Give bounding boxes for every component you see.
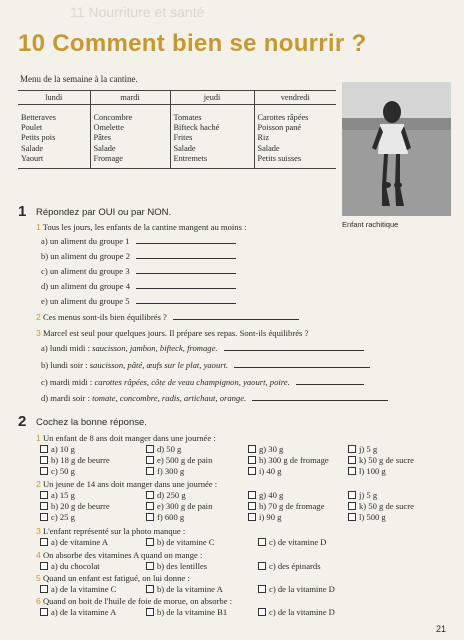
checkbox[interactable]: [146, 562, 154, 570]
s1-q1-item-b: [41, 251, 236, 261]
s1-q1-item-e: [41, 296, 236, 306]
option-label: f) 600 g: [157, 512, 185, 522]
option-label: c) de la vitamine D: [269, 607, 335, 617]
s2-question-2: [36, 479, 217, 489]
checkbox[interactable]: [348, 456, 356, 464]
checkbox[interactable]: [258, 562, 266, 570]
checkbox[interactable]: [258, 585, 266, 593]
checkbox[interactable]: [248, 467, 256, 475]
option-label: a) de la vitamine C: [51, 584, 117, 594]
s2-q2-opt-l[interactable]: [348, 512, 386, 522]
s2-q1-opt-a[interactable]: [40, 444, 75, 454]
s2-q3-opt-c[interactable]: [258, 537, 327, 547]
checkbox[interactable]: [248, 491, 256, 499]
checkbox[interactable]: [40, 538, 48, 546]
checkbox[interactable]: [348, 513, 356, 521]
item-detail: saucisson, jambon, bifteck, fromage.: [92, 343, 218, 353]
item-detail: saucisson, pâté, œufs sur le plat, yaourt.: [89, 360, 229, 370]
option-label: h) 300 g de fromage: [259, 455, 329, 465]
option-label: i) 40 g: [259, 466, 282, 476]
s2-q1-opt-b[interactable]: [40, 455, 110, 465]
checkbox[interactable]: [40, 585, 48, 593]
checkbox[interactable]: [248, 513, 256, 521]
checkbox[interactable]: [40, 513, 48, 521]
menu-cell-jeudi: Tomates Bifteck haché Frites Salade Entremets: [170, 105, 254, 169]
option-label: b) des lentilles: [157, 561, 208, 571]
s2-q1-opt-g[interactable]: [248, 444, 283, 454]
s2-question-1: [36, 433, 216, 443]
option-label: l) 100 g: [359, 466, 386, 476]
s2-q1-opt-k[interactable]: [348, 455, 414, 465]
checkbox[interactable]: [40, 608, 48, 616]
option-label: g) 40 g: [259, 490, 284, 500]
s2-q2-opt-e[interactable]: [146, 501, 212, 511]
checkbox[interactable]: [146, 608, 154, 616]
checkbox[interactable]: [40, 562, 48, 570]
menu-col-vendredi: vendredi: [254, 91, 336, 105]
checkbox[interactable]: [146, 513, 154, 521]
menu-col-mardi: mardi: [90, 91, 170, 105]
s2-q2-opt-h[interactable]: [248, 501, 324, 511]
option-label: k) 50 g de sucre: [359, 455, 414, 465]
answer-line[interactable]: [224, 350, 364, 351]
option-label: a) de la vitamine A: [51, 607, 117, 617]
menu-col-lundi: lundi: [18, 91, 90, 105]
s2-q2-opt-b[interactable]: [40, 501, 110, 511]
menu-caption: Menu de la semaine à la cantine.: [20, 74, 138, 84]
checkbox[interactable]: [146, 491, 154, 499]
page-number: 21: [435, 624, 446, 634]
s2-q3-opt-b[interactable]: [146, 537, 215, 547]
bleed-through-text: 11 Nourriture et santé: [70, 4, 205, 20]
s2-q5-opt-c[interactable]: [258, 584, 335, 594]
s1-q3-item-b: [41, 360, 370, 370]
s1-q3-text: Marcel est seul pour quelques jours. Il prépare ses repas. Sont-ils équilibrés ?: [42, 328, 309, 338]
s2-q2-opt-i[interactable]: [248, 512, 281, 522]
checkbox[interactable]: [348, 491, 356, 499]
answer-line[interactable]: [234, 367, 370, 368]
checkbox[interactable]: [40, 491, 48, 499]
menu-cell-lundi: Betteraves Poulet Petits pois Salade Yaourt: [18, 105, 90, 169]
answer-line[interactable]: [136, 288, 236, 289]
item-detail: carottes râpées, côte de veau champignon, yaourt, poire.: [94, 377, 290, 387]
option-label: e) 300 g de pain: [157, 501, 213, 511]
answer-line[interactable]: [136, 258, 236, 259]
child-photo-icon: [342, 82, 451, 216]
menu-table: [18, 90, 336, 169]
menu-body-row: [18, 105, 336, 169]
menu-cell-vendredi: Carottes râpées Poisson pané Riz Salade Petits suisses: [254, 105, 336, 169]
s2-q2-text: Un jeune de 14 ans doit manger dans une journée :: [42, 479, 218, 489]
s2-q2-opt-j[interactable]: [348, 490, 377, 500]
option-label: g) 30 g: [259, 444, 284, 454]
s2-q6-opt-a[interactable]: [40, 607, 116, 617]
s1-q1-item-a: [41, 236, 236, 246]
option-label: a) 10 g: [51, 444, 75, 454]
s2-q2-opt-f[interactable]: [146, 512, 184, 522]
s2-q5-text: Quand un enfant est fatigué, on lui donne :: [42, 573, 190, 583]
answer-line[interactable]: [136, 243, 236, 244]
option-label: d) 50 g: [157, 444, 182, 454]
checkbox[interactable]: [40, 502, 48, 510]
item-label: c) mardi midi :: [41, 377, 95, 387]
item-detail: tomate, concombre, radis, artichaut, orange.: [92, 393, 247, 403]
s1-question-2: [36, 312, 299, 322]
s2-q2-opt-k[interactable]: [348, 501, 414, 511]
option-label: i) 90 g: [259, 512, 282, 522]
checkbox[interactable]: [40, 445, 48, 453]
option-label: a) 15 g: [51, 490, 75, 500]
s2-question-6: [36, 596, 232, 606]
s2-q2-opt-a[interactable]: [40, 490, 75, 500]
option-label: j) 5 g: [359, 490, 378, 500]
option-label: c) des épinards: [269, 561, 321, 571]
s2-q1-opt-i[interactable]: [248, 466, 281, 476]
option-label: j) 5 g: [359, 444, 378, 454]
s2-q4-opt-c[interactable]: [258, 561, 321, 571]
option-label: b) de la vitamine A: [157, 584, 223, 594]
s1-question-1: [36, 222, 246, 232]
option-label: c) 50 g: [51, 466, 75, 476]
option-label: c) de la vitamine D: [269, 584, 335, 594]
s2-q1-opt-j[interactable]: [348, 444, 377, 454]
menu-header-row: [18, 91, 336, 105]
answer-line[interactable]: [252, 400, 388, 401]
option-label: h) 70 g de fromage: [259, 501, 325, 511]
s2-q1-opt-c[interactable]: [40, 466, 75, 476]
section1-title: Répondez par OUI ou par NON.: [36, 207, 172, 218]
s2-q5-number: 5: [36, 573, 41, 583]
s2-q1-text: Un enfant de 8 ans doit manger dans une journée :: [42, 433, 216, 443]
s2-q4-opt-b[interactable]: [146, 561, 207, 571]
s2-q5-opt-a[interactable]: [40, 584, 116, 594]
s2-q3-opt-a[interactable]: [40, 537, 108, 547]
checkbox[interactable]: [348, 467, 356, 475]
item-label: b) un aliment du groupe 2: [41, 251, 131, 261]
photo-caption: Enfant rachitique: [342, 220, 399, 229]
section2-number: 2: [18, 413, 27, 430]
checkbox[interactable]: [40, 456, 48, 464]
s2-q3-text: L'enfant représenté sur la photo manque :: [42, 526, 186, 536]
s1-q1-item-d: [41, 281, 236, 291]
page-title: 10 Comment bien se nourrir ?: [18, 30, 367, 57]
answer-line[interactable]: [173, 319, 299, 320]
answer-line[interactable]: [136, 303, 236, 304]
s1-q3-number: 3: [36, 328, 41, 338]
menu-cell-mardi: Concombre Omelette Pâtes Salade Fromage: [90, 105, 170, 169]
item-label: d) mardi soir :: [41, 393, 93, 403]
s2-q2-opt-c[interactable]: [40, 512, 75, 522]
checkbox[interactable]: [348, 502, 356, 510]
s2-q1-opt-e[interactable]: [146, 455, 212, 465]
s2-q1-opt-d[interactable]: [146, 444, 181, 454]
checkbox[interactable]: [248, 502, 256, 510]
checkbox[interactable]: [146, 445, 154, 453]
s1-q3-item-c: [41, 377, 364, 387]
option-label: b) de la vitamine B1: [157, 607, 228, 617]
option-label: b) de vitamine C: [157, 537, 215, 547]
checkbox[interactable]: [146, 502, 154, 510]
s1-q2-number: 2: [36, 312, 41, 322]
answer-line[interactable]: [136, 273, 236, 274]
checkbox[interactable]: [258, 608, 266, 616]
item-label: c) un aliment du groupe 3: [41, 266, 130, 276]
checkbox[interactable]: [146, 585, 154, 593]
item-label: b) lundi soir :: [41, 360, 90, 370]
option-label: c) de vitamine D: [269, 537, 327, 547]
option-label: k) 50 g de sucre: [359, 501, 414, 511]
s2-q4-number: 4: [36, 550, 41, 560]
checkbox[interactable]: [40, 467, 48, 475]
s2-q1-opt-h[interactable]: [248, 455, 329, 465]
s2-q1-opt-f[interactable]: [146, 466, 184, 476]
s2-question-3: [36, 526, 185, 536]
s2-q3-number: 3: [36, 526, 41, 536]
s1-q1-number: 1: [36, 222, 41, 232]
checkbox[interactable]: [146, 456, 154, 464]
checkbox[interactable]: [248, 445, 256, 453]
s2-q2-opt-d[interactable]: [146, 490, 186, 500]
s2-q1-opt-l[interactable]: [348, 466, 386, 476]
s1-q3-item-d: [41, 393, 388, 403]
option-label: a) de vitamine A: [51, 537, 109, 547]
option-label: b) 20 g de beurre: [51, 501, 110, 511]
child-photo: [342, 82, 451, 216]
s2-q6-opt-c[interactable]: [258, 607, 335, 617]
option-label: b) 18 g de beurre: [51, 455, 110, 465]
checkbox[interactable]: [146, 467, 154, 475]
option-label: a) du chocolat: [51, 561, 100, 571]
option-label: d) 250 g: [157, 490, 186, 500]
item-label: d) un aliment du groupe 4: [41, 281, 131, 291]
s2-q4-opt-a[interactable]: [40, 561, 100, 571]
s1-q3-item-a: [41, 343, 364, 353]
s2-q6-number: 6: [36, 596, 41, 606]
s2-q1-number: 1: [36, 433, 41, 443]
option-label: c) 25 g: [51, 512, 75, 522]
s2-q6-text: Quand on boit de l'huile de foie de morue, on absorbe :: [42, 596, 233, 606]
checkbox[interactable]: [348, 445, 356, 453]
s1-q2-text: Ces menus sont-ils bien équilibrés ?: [42, 312, 167, 322]
s1-q1-item-c: [41, 266, 236, 276]
checkbox[interactable]: [146, 538, 154, 546]
s2-q5-opt-b[interactable]: [146, 584, 223, 594]
item-label: a) un aliment du groupe 1: [41, 236, 130, 246]
section2-title: Cochez la bonne réponse.: [36, 417, 147, 428]
s2-q4-text: On absorbe des vitamines A quand on mange :: [42, 550, 203, 560]
checkbox[interactable]: [258, 538, 266, 546]
section1-number: 1: [18, 203, 27, 220]
answer-line[interactable]: [296, 384, 364, 385]
option-label: l) 500 g: [359, 512, 386, 522]
checkbox[interactable]: [248, 456, 256, 464]
s2-q2-number: 2: [36, 479, 41, 489]
s1-q1-text: Tous les jours, les enfants de la cantine mangent au moins :: [42, 222, 247, 232]
s2-question-5: [36, 573, 190, 583]
s2-q2-opt-g[interactable]: [248, 490, 283, 500]
option-label: e) 500 g de pain: [157, 455, 213, 465]
item-label: a) lundi midi :: [41, 343, 93, 353]
s2-q6-opt-b[interactable]: [146, 607, 227, 617]
s2-question-4: [36, 550, 202, 560]
option-label: f) 300 g: [157, 466, 185, 476]
item-label: e) un aliment du groupe 5: [41, 296, 130, 306]
menu-col-jeudi: jeudi: [170, 91, 254, 105]
s1-question-3: [36, 328, 308, 338]
